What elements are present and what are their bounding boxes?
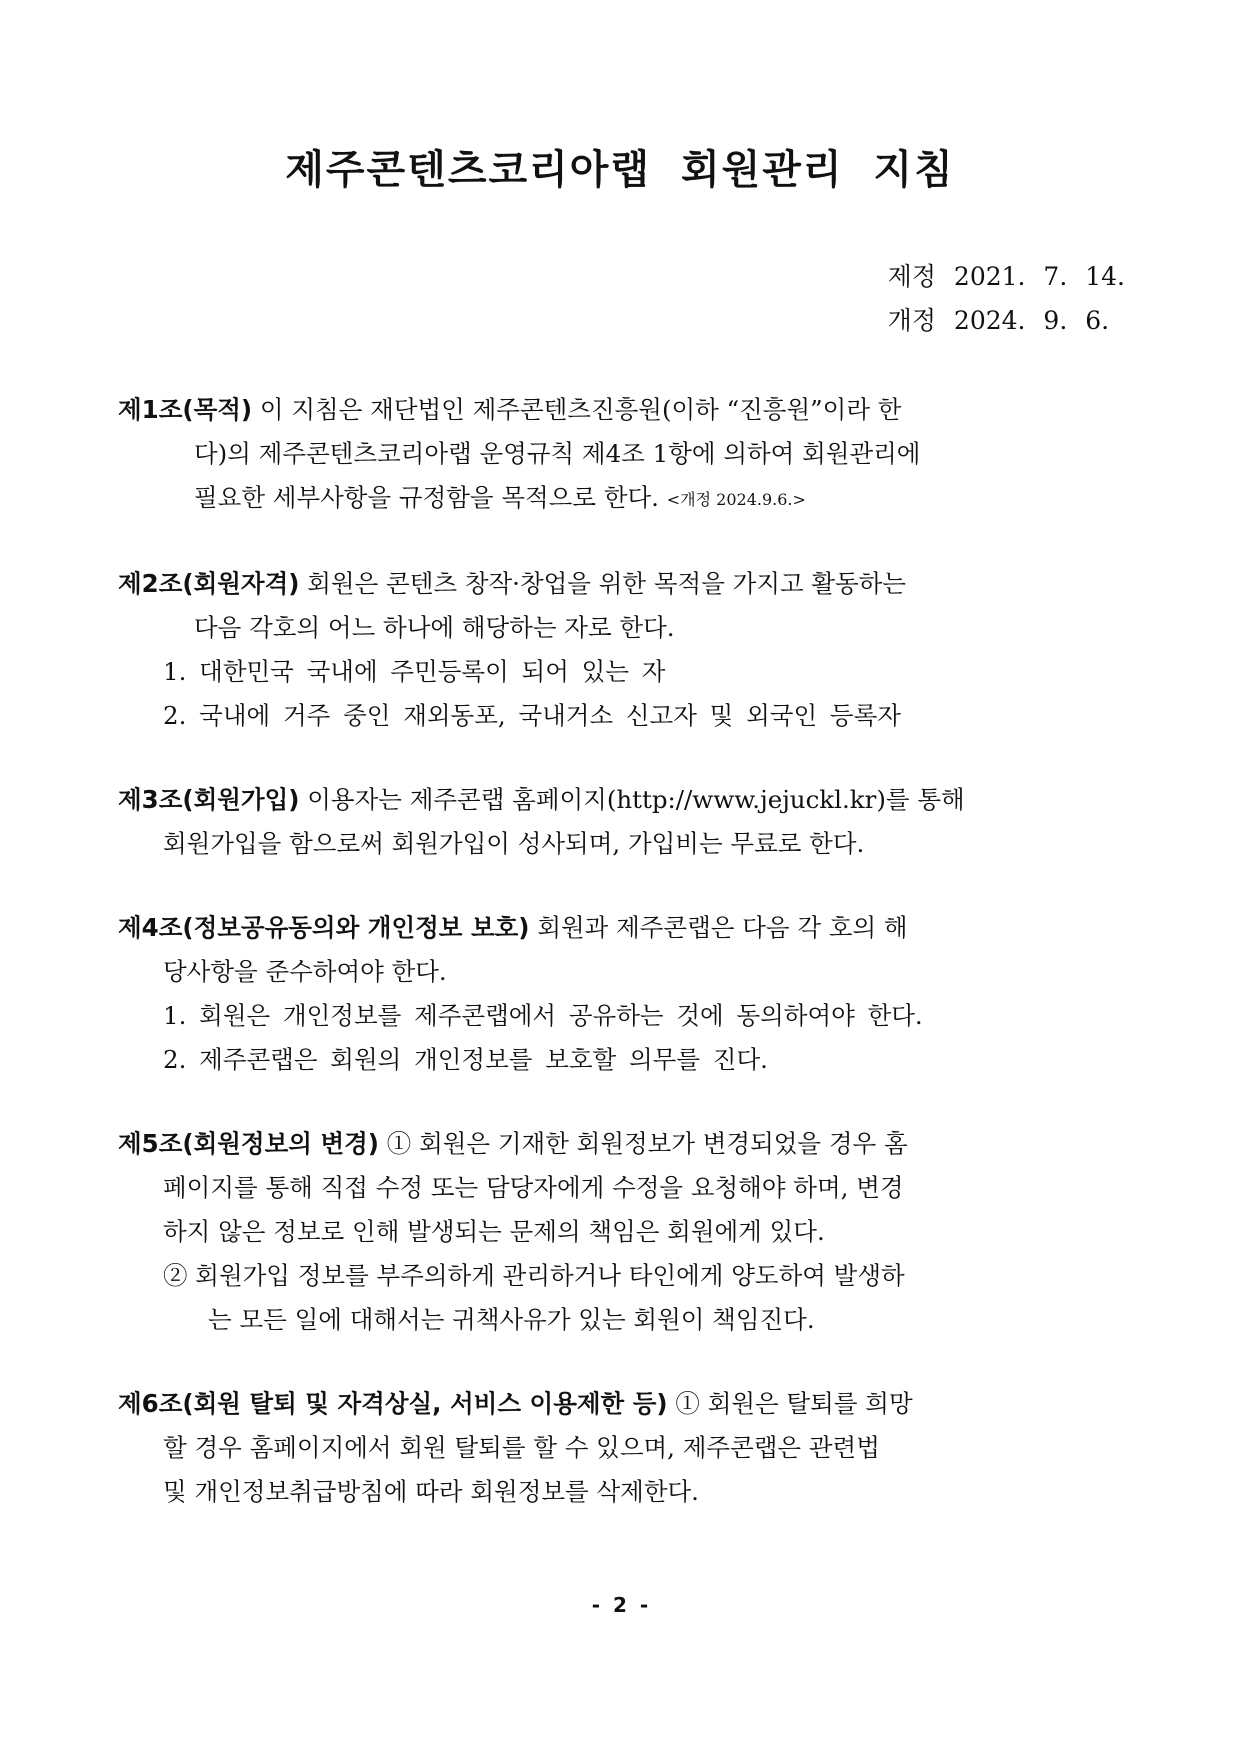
revision-dates xyxy=(888,255,1125,343)
article-heading: 제5조(회원정보의 변경) xyxy=(118,1129,379,1158)
article-text-line: 회원은 콘텐츠 창작·창업을 위한 목적을 가지고 활동하는 xyxy=(307,569,907,598)
amendment-note: <개정 2024.9.6.> xyxy=(666,490,806,509)
article-6 xyxy=(118,1382,1123,1514)
article-3 xyxy=(118,778,1123,866)
article-text-line: 다)의 제주콘텐츠코리아랩 운영규칙 제4조 1항에 의하여 회원관리에 xyxy=(194,439,921,468)
article-5 xyxy=(118,1122,1123,1342)
page-number: - 2 - xyxy=(591,1593,649,1617)
article-heading: 제4조(정보공유동의와 개인정보 보호) xyxy=(118,913,530,942)
article-text-line: 회원가입을 함으로써 회원가입이 성사되며, 가입비는 무료로 한다. xyxy=(163,829,865,858)
article-text-line: 회원과 제주콘랩은 다음 각 호의 해 xyxy=(537,913,908,942)
article-text-line: ① 회원은 탈퇴를 희망 xyxy=(675,1389,913,1418)
article-text-line: 당사항을 준수하여야 한다. xyxy=(163,957,447,986)
article-heading: 제1조(목적) xyxy=(118,395,253,424)
article-text-line: ① 회원은 기재한 회원정보가 변경되었을 경우 홈 xyxy=(386,1129,908,1158)
article-1 xyxy=(118,388,1123,522)
article-text-line: 이용자는 제주콘랩 홈페이지(http://www.jejuckl.kr)를 통해 xyxy=(307,785,965,814)
articles xyxy=(118,388,1123,1514)
article-2 xyxy=(118,562,1123,738)
article-heading: 제3조(회원가입) xyxy=(118,785,300,814)
list-item: 1. 회원은 개인정보를 제주콘랩에서 공유하는 것에 동의하여야 한다. xyxy=(163,1001,923,1030)
article-text-line: ② 회원가입 정보를 부주의하게 관리하거나 타인에게 양도하여 발생하 xyxy=(163,1261,905,1290)
amended-date: 개정 2024. 9. 6. xyxy=(887,306,1110,335)
article-heading: 제2조(회원자격) xyxy=(118,569,300,598)
article-text-line: 다음 각호의 어느 하나에 해당하는 자로 한다. xyxy=(194,613,675,642)
document-title: 제주콘텐츠코리아랩 회원관리 지침 xyxy=(285,146,955,193)
article-text-line: 이 지침은 재단법인 제주콘텐츠진흥원(이하 “진흥원”이라 한 xyxy=(259,395,902,424)
list-item: 1. 대한민국 국내에 주민등록이 되어 있는 자 xyxy=(163,657,666,686)
list-item: 2. 국내에 거주 중인 재외동포, 국내거소 신고자 및 외국인 등록자 xyxy=(163,701,901,730)
article-text-line: 할 경우 홈페이지에서 회원 탈퇴를 할 수 있으며, 제주콘랩은 관련법 xyxy=(163,1433,880,1462)
article-text-line: 는 모든 일에 대해서는 귀책사유가 있는 회원이 책임진다. xyxy=(208,1305,815,1334)
article-heading: 제6조(회원 탈퇴 및 자격상실, 서비스 이용제한 등) xyxy=(118,1389,668,1418)
article-text-line: 및 개인정보취급방침에 따라 회원정보를 삭제한다. xyxy=(163,1477,699,1506)
article-text-line: 하지 않은 정보로 인해 발생되는 문제의 책임은 회원에게 있다. xyxy=(163,1217,825,1246)
article-text-line: 페이지를 통해 직접 수정 또는 담당자에게 수정을 요청해야 하며, 변경 xyxy=(163,1173,904,1202)
article-4 xyxy=(118,906,1123,1082)
list-item: 2. 제주콘랩은 회원의 개인정보를 보호할 의무를 진다. xyxy=(163,1045,768,1074)
article-text-line: 필요한 세부사항을 규정함을 목적으로 한다. xyxy=(194,483,659,512)
enacted-date: 제정 2021. 7. 14. xyxy=(887,262,1125,291)
